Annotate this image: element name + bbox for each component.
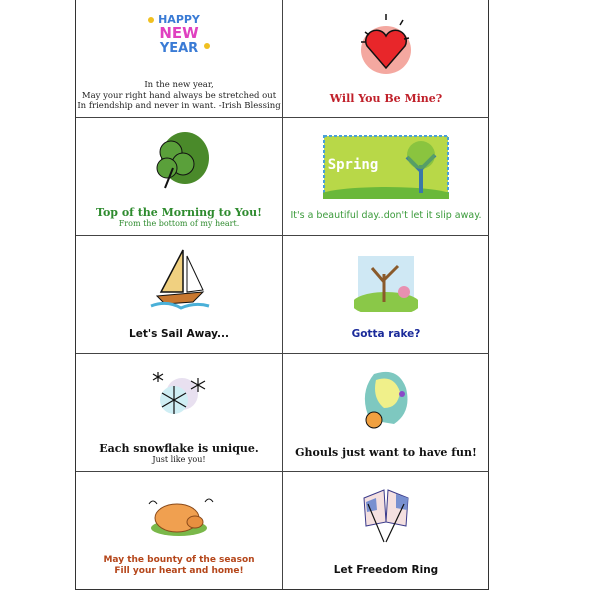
card-line: Fill your heart and home! <box>114 566 244 577</box>
spring-label: Spring <box>327 157 379 173</box>
flags-image <box>354 482 418 546</box>
autumn-tree-image <box>354 252 418 312</box>
heart-image <box>351 10 421 80</box>
card-title: Each snowflake is unique. <box>99 442 259 456</box>
card-halloween <box>283 354 489 472</box>
shamrock-image <box>147 128 211 192</box>
card-line: May the bounty of the season <box>103 555 255 566</box>
card-line: May your right hand always be stretched out <box>81 90 277 101</box>
spring-image <box>323 135 449 199</box>
card-sailing <box>76 236 283 354</box>
card-st-patricks <box>76 118 283 236</box>
svg-text:NEW: NEW <box>159 24 199 42</box>
card-title: Let Freedom Ring <box>333 564 439 577</box>
svg-text:YEAR: YEAR <box>159 41 199 56</box>
card-title: Let's Sail Away... <box>129 328 229 341</box>
card-title: Will You Be Mine? <box>329 91 443 105</box>
card-grid <box>75 0 489 590</box>
card-subtitle: Just like you! <box>152 455 206 465</box>
card-title: Ghouls just want to have fun! <box>295 445 477 459</box>
card-subtitle: From the bottom of my heart. <box>118 219 240 229</box>
card-autumn <box>283 236 489 354</box>
card-thanksgiving <box>76 472 283 589</box>
card-line: In the new year, <box>144 80 214 91</box>
card-spring <box>283 118 489 236</box>
sailboat-image <box>147 246 211 314</box>
ghost-image <box>354 364 418 432</box>
snowflake-image <box>144 364 214 424</box>
card-title: It's a beautiful day..don't let it slip away. <box>290 209 482 221</box>
card-winter <box>76 354 283 472</box>
card-title: Top of the Morning to You! <box>96 206 262 220</box>
card-independence <box>283 472 489 589</box>
happy-new-year-image <box>147 10 211 56</box>
card-valentine <box>283 0 489 118</box>
card-title: Gotta rake? <box>351 328 421 341</box>
card-line: In friendship and never in want. -Irish Blessing <box>77 100 281 111</box>
card-new-year <box>76 0 283 118</box>
turkey-image <box>143 486 215 542</box>
svg-text:HAPPY: HAPPY <box>158 13 200 26</box>
